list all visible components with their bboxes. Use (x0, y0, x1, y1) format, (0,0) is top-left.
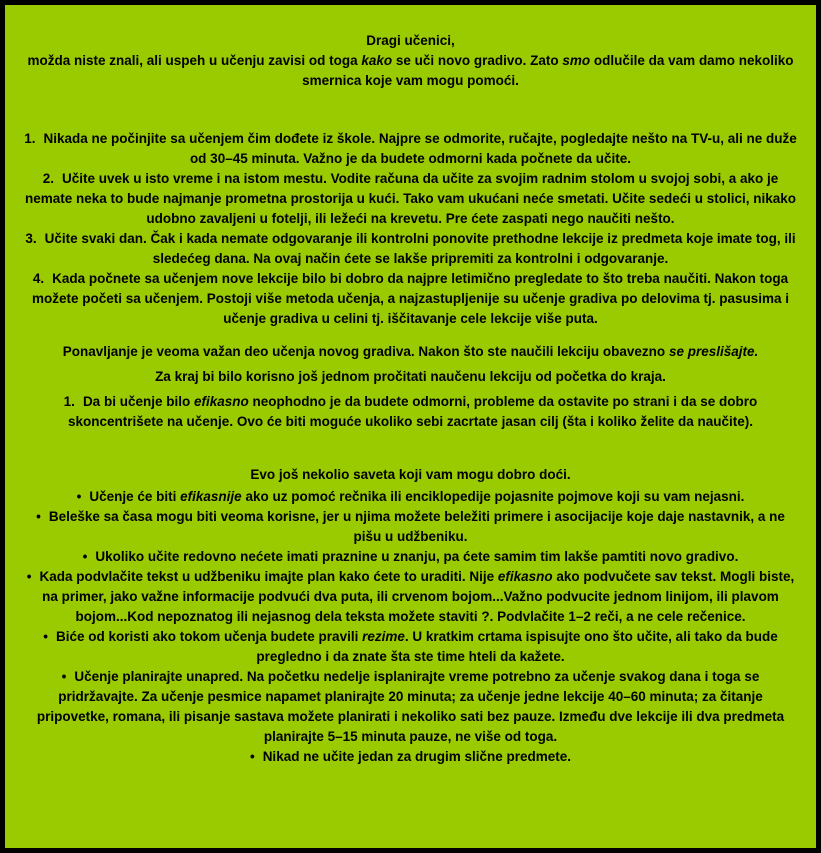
bullet-icon: • (43, 629, 48, 644)
spacer (21, 91, 800, 129)
list-number: 2. (42, 171, 55, 186)
bullet-item-4 (21, 567, 800, 627)
tips-heading-text: Evo još nekolio saveta koji vam mogu dobro doći. (250, 467, 571, 482)
bullet-icon: • (26, 569, 32, 584)
bullet-item-2 (21, 507, 800, 547)
bullet-emphasis: rezime (362, 629, 405, 644)
intro-emphasis-smo: smo (562, 53, 591, 68)
bullet-text: Beleške sa časa mogu biti veoma korisne, jer u njima možete beležiti primere i asocijacije koje daje nastavnik, a ne pišu u udžbeniku. (48, 509, 785, 544)
repetition-paragraph (21, 342, 800, 362)
intro-part-1: možda niste znali, ali uspeh u učenju zavisi od toga (27, 53, 362, 68)
reread-text: Za kraj bi bilo korisno još jednom pročitati naučenu lekciju od početka do kraja. (155, 369, 666, 384)
bullet-icon: • (76, 489, 82, 504)
bullet-icon: • (61, 669, 67, 684)
bullet-text: . U kratkim crtama ispisujte ono što učite, ali tako da bude pregledno i da znate šta ste time hteli da kažete. (256, 629, 778, 664)
list-item-text: Učite uvek u isto vreme i na istom mestu. Vodite računa da učite za svojim radnim stolom u svojoj sobi, a ako je nemate neka to bude najmanje prometna prostorija u kući. Tako vam ukućani neće smetati. Učite sedeći u stolici, nikako udobno zavaljeni u fotelji, ili ležeći na krevetu. Pre ćete zaspati nego naučiti nešto. (25, 171, 796, 226)
list-item-emphasis: efikasno (193, 394, 249, 409)
tips-heading (21, 465, 800, 485)
bullet-icon: • (249, 749, 255, 764)
page-title (21, 31, 800, 51)
list-item-text: Da bi učenje bilo (82, 394, 194, 409)
bullet-text: ako podvučete sav tekst. Mogli biste, na primer, jako važne informacije podvući dva puta, ili crvenom bojom...Važno podvucite jednom linijom, ili plavom bojom...Kod nepoznatog ili nejasnog dela teksta možete staviti ?. Podvlačite 1–2 reči, a ne cele rečenice. (42, 569, 795, 624)
bullet-icon: • (36, 509, 41, 524)
bullet-emphasis: efikasnije (180, 489, 242, 504)
list-item-text: Učite svaki dan. Čak i kada nemate odgovaranje ili kontrolni ponovite prethodne lekcije iz predmeta koje imate tog, ili sledećeg dana. Na ovaj način ćete se lakše pripremiti za kontrolni i odgovaranje. (44, 231, 796, 266)
bullet-item-7 (21, 747, 800, 767)
list-number: 4. (32, 271, 45, 286)
bullet-item-5 (21, 627, 800, 667)
bullet-emphasis: efikasno (497, 569, 553, 584)
bullet-item-6 (21, 667, 800, 747)
bullet-text: Učenje planirajte unapred. Na početku nedelje isplanirajte vreme potrebno za učenje svakog dana i toga se pridržavajte. Za učenje pesmice napamet planirajte 20 minuta; za učenje jedne lekcije 40–60 minuta; za čitanje pripovetke, romana, ili pisanje sastava možete planirati i nekoliko sati bez pauze. Između dve lekcije ili dva predmeta planirajte 5–15 minuta pauze, ne više od toga. (36, 669, 785, 744)
list-number: 3. (25, 231, 37, 246)
list-item-2 (21, 169, 800, 229)
repetition-emphasis: se preslišajte. (668, 344, 759, 359)
list-item-1 (21, 129, 800, 169)
bullet-text: Kada podvlačite tekst u udžbeniku imajte plan kako ćete to uraditi. Nije (39, 569, 498, 584)
reread-paragraph (21, 367, 800, 387)
bullet-text: Ukoliko učite redovno nećete imati praznine u znanju, pa ćete samim tim lakše pamtiti novo gradivo. (95, 549, 739, 564)
bullet-item-3 (21, 547, 800, 567)
intro-part-2: se uči novo gradivo. Zato (392, 53, 563, 68)
bullet-text: Biće od koristi ako tokom učenja budete pravili (56, 629, 363, 644)
bullet-icon: • (82, 549, 88, 564)
intro-emphasis-kako: kako (361, 53, 393, 68)
list-item-4 (21, 269, 800, 329)
bullet-text: Učenje će biti (89, 489, 181, 504)
repetition-text: Ponavljanje je veoma važan deo učenja novog gradiva. Nakon što ste naučili lekciju obavezno (62, 344, 669, 359)
spacer (21, 432, 800, 465)
list-item-text: Nikada ne počinjite sa učenjem čim dođete iz škole. Najpre se odmorite, ručajte, pogledajte nešto na TV-u, ali ne duže od 30–45 minuta. Važno je da budete odmorni kada počnete da učite. (43, 131, 797, 166)
title-text: Dragi učenici, (366, 33, 455, 48)
bullet-item-1 (21, 487, 800, 507)
bullet-text: ako uz pomoć rečnika ili enciklopedije pojasnite pojmove koji su vam nejasni. (241, 489, 745, 504)
intro-paragraph (21, 51, 800, 91)
list2-item-1 (21, 392, 800, 432)
list-item-3 (21, 229, 800, 269)
list-item-text: neophodno je da budete odmorni, probleme da ostavite po strani i da se dobro skoncentrišete na učenje. Ovo će biti moguće ukoliko sebi zacrtate jasan cilj (šta i koliko želite da naučite). (68, 394, 758, 429)
bullet-text: Nikad ne učite jedan za drugim slične predmete. (262, 749, 572, 764)
intro-part-3: odlučile da vam damo nekoliko smernica koje vam mogu pomoći. (302, 53, 794, 88)
list-number: 1. (24, 131, 36, 146)
list-item-text: Kada počnete sa učenjem nove lekcije bilo bi dobro da najpre letimično pregledate to što treba naučiti. Nakon toga možete početi sa učenjem. Postoji više metoda učenja, a najzastupljenije su učenje gradiva po delovima tj. pasusima i učenje gradiva u celini tj. iščitavanje cele lekcije više puta. (32, 271, 789, 326)
list-number: 1. (63, 394, 75, 409)
